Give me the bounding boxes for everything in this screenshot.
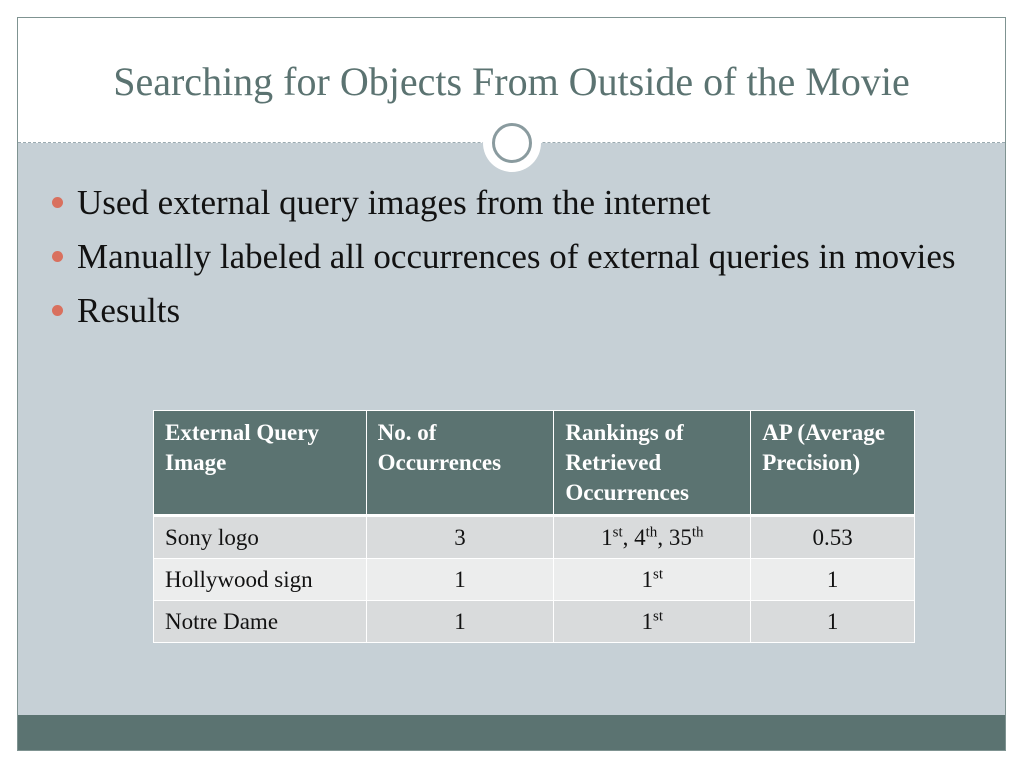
ordinal-suffix: st xyxy=(653,566,664,583)
average-precision-cell: 0.53 xyxy=(751,516,915,559)
ordinal-suffix: st xyxy=(653,608,664,625)
query-image-cell: Sony logo xyxy=(154,516,367,559)
occurrences-cell: 1 xyxy=(366,601,554,643)
table-row xyxy=(154,516,915,559)
table-header-cell: No. of Occurrences xyxy=(366,411,554,516)
bullet-item xyxy=(52,288,982,334)
average-precision-cell: 1 xyxy=(751,601,915,643)
bullet-text: Used external query images from the internet xyxy=(77,183,711,222)
ordinal-suffix: st xyxy=(612,524,623,541)
footer-band xyxy=(18,715,1005,750)
bullet-text: Results xyxy=(77,291,181,330)
occurrences-cell: 1 xyxy=(366,559,554,601)
results-table xyxy=(153,410,915,643)
slide-title: Searching for Objects From Outside of the Movie xyxy=(113,59,910,104)
table-row xyxy=(154,601,915,643)
average-precision-cell: 1 xyxy=(751,559,915,601)
table-body xyxy=(154,516,915,643)
table-header-cell: AP (Average Precision) xyxy=(751,411,915,516)
slide xyxy=(17,17,1006,751)
bullet-item xyxy=(52,180,982,226)
query-image-cell: Hollywood sign xyxy=(154,559,367,601)
bullet-dot-icon xyxy=(52,305,63,316)
table-row xyxy=(154,559,915,601)
occurrences-cell: 3 xyxy=(366,516,554,559)
bullet-item xyxy=(52,234,982,280)
ordinal-suffix: th xyxy=(645,524,658,541)
circle-ornament-icon xyxy=(483,114,541,172)
bullet-dot-icon xyxy=(52,251,63,262)
bullet-dot-icon xyxy=(52,197,63,208)
bullet-list xyxy=(52,180,982,342)
rankings-cell: 1st, 4th, 35th xyxy=(554,516,751,559)
bullet-text: Manually labeled all occurrences of external queries in movies xyxy=(77,237,956,276)
table-header-row xyxy=(154,411,915,516)
rankings-cell: 1st xyxy=(554,601,751,643)
circle-ornament-ring xyxy=(492,123,532,163)
table-header-cell: External Query Image xyxy=(154,411,367,516)
table-header-cell: Rankings of Retrieved Occurrences xyxy=(554,411,751,516)
query-image-cell: Notre Dame xyxy=(154,601,367,643)
ordinal-suffix: th xyxy=(691,524,704,541)
rankings-cell: 1st xyxy=(554,559,751,601)
